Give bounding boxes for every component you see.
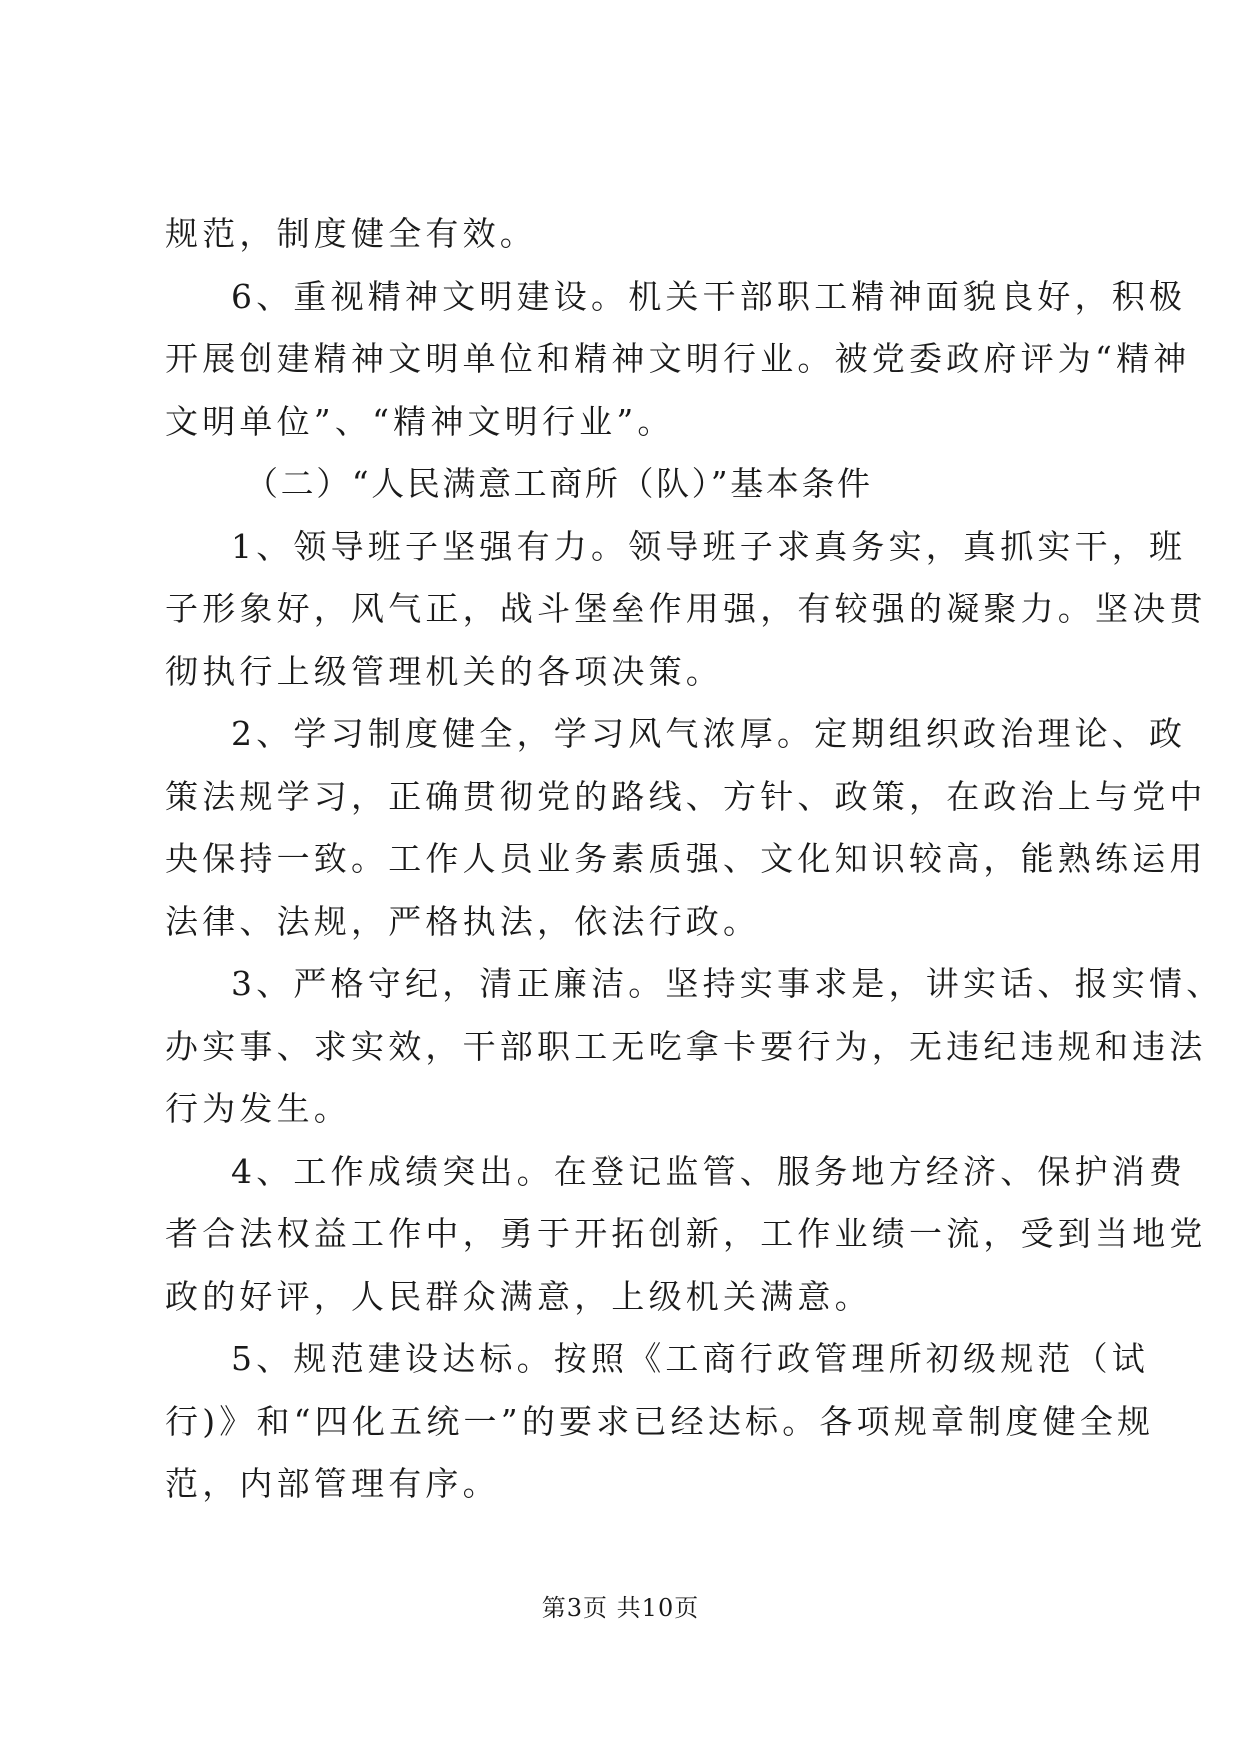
text-line: 行为发生。 bbox=[165, 1089, 351, 1128]
text-line: 3、严格守纪，清正廉洁。坚持实事求是，讲实话、报实情、 bbox=[231, 964, 1224, 1003]
text-line: 规范，制度健全有效。 bbox=[165, 214, 537, 253]
text-line: 6、重视精神文明建设。机关干部职工精神面貌良好，积极 bbox=[231, 276, 1187, 316]
document-body bbox=[165, 203, 1224, 1516]
text-line: 政的好评，人民群众满意，上级机关满意。 bbox=[165, 1276, 872, 1316]
text-line: 4、工作成绩突出。在登记监管、服务地方经济、保护消费 bbox=[231, 1151, 1187, 1191]
text-line: 子形象好，风气正，战斗堡垒作用强，有较强的凝聚力。坚决贯 bbox=[165, 589, 1207, 628]
text-line: 办实事、求实效，干部职工无吃拿卡要行为，无违纪违规和违法 bbox=[165, 1026, 1207, 1066]
text-line: 开展创建精神文明单位和精神文明行业。被党委政府评为“精神 bbox=[165, 339, 1191, 378]
text-line: 央保持一致。工作人员业务素质强、文化知识较高，能熟练运用 bbox=[165, 839, 1207, 878]
text-line: 行)》和“四化五统一”的要求已经达标。各项规章制度健全规 bbox=[165, 1401, 1155, 1441]
text-line: 范，内部管理有序。 bbox=[165, 1464, 500, 1503]
page-number-footer: 第3页 共10页 bbox=[541, 1594, 700, 1622]
text-line: 5、规范建设达标。按照《工商行政管理所初级规范（试 bbox=[231, 1339, 1149, 1378]
text-line: 2、学习制度健全，学习风气浓厚。定期组织政治理论、政 bbox=[231, 714, 1187, 753]
section-heading: （二）“人民满意工商所（队）”基本条件 bbox=[245, 464, 873, 503]
text-line: 文明单位”、“精神文明行业”。 bbox=[165, 401, 675, 441]
text-line: 彻执行上级管理机关的各项决策。 bbox=[165, 651, 723, 691]
text-line: 者合法权益工作中，勇于开拓创新，工作业绩一流，受到当地党 bbox=[165, 1214, 1207, 1253]
text-line: 策法规学习，正确贯彻党的路线、方针、政策，在政治上与党中 bbox=[165, 776, 1207, 816]
text-line: 1、领导班子坚强有力。领导班子求真务实，真抓实干，班 bbox=[231, 526, 1187, 566]
text-line: 法律、法规，严格执法，依法行政。 bbox=[165, 901, 761, 941]
